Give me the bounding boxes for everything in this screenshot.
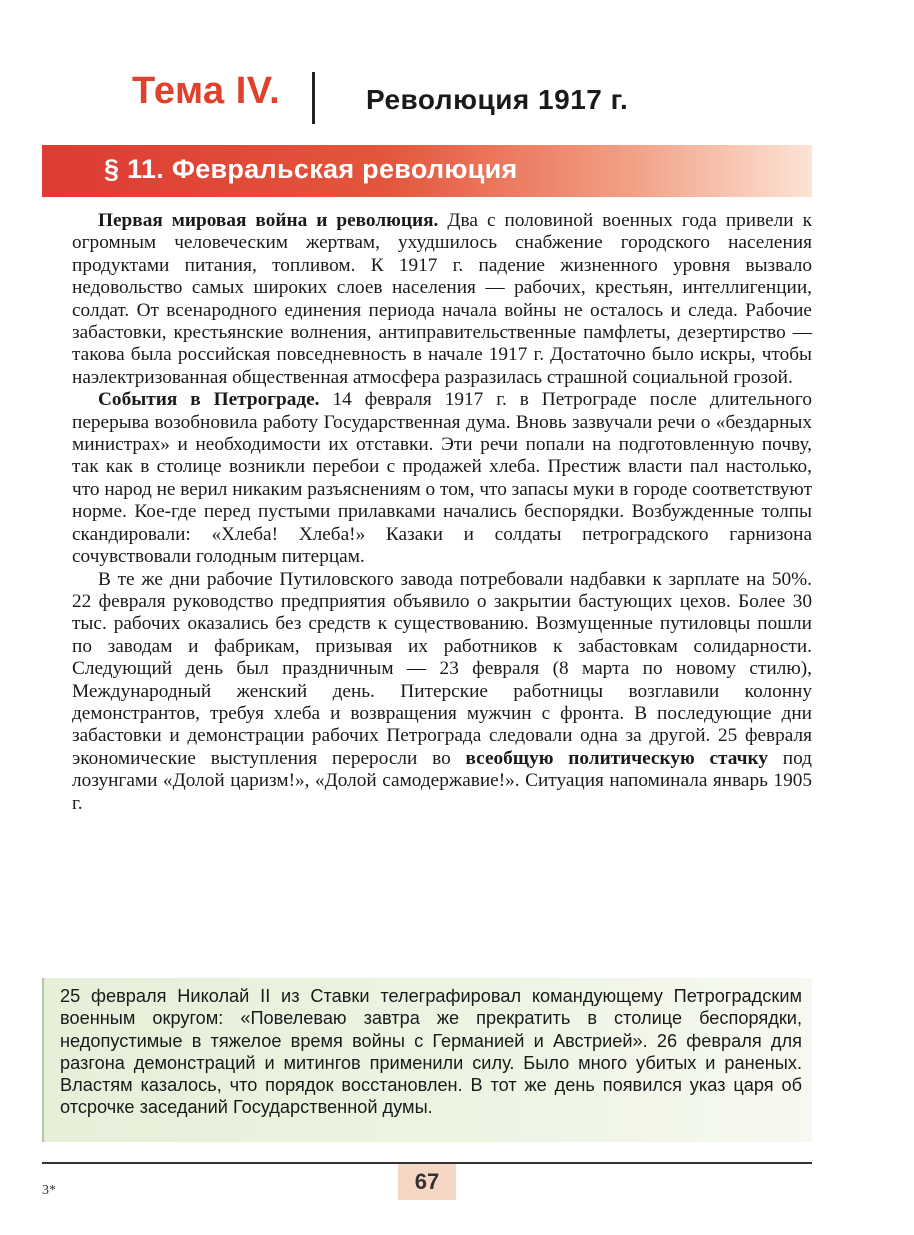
main-text — [72, 210, 812, 815]
paragraph-3-emphasis: всеобщую политическую стачку — [465, 747, 768, 769]
paragraph-1-heading: Первая мировая война и революция. — [98, 210, 439, 231]
paragraph-3-text-after: под лозунгами «Долой царизм!», «Долой самодержавие!». Ситуация напоминала январь 1905 г. — [72, 747, 812, 814]
paragraph-2-heading: События в Петрограде. — [98, 389, 320, 411]
paragraph-2 — [72, 389, 812, 568]
paragraph-1 — [72, 210, 812, 389]
page-number-box — [398, 1164, 456, 1200]
paragraph-3-text-before: В те же дни рабочие Путиловского завода потребовали надбавки к зарплате на 50%. 22 февраля руководство предприятия объявило о закрытии бастующих цехов. Более 30 тыс. рабочих оказались без средств к существованию. Возмущенные путиловцы пошли по заводам и фабрикам, призывая их работников к забастовкам солидарности. Следующий день был праздничным — 23 февраля (8 марта по новому стилю), Международный женский день. Питерские работницы возглавили колонну демонстрантов, требуя хлеба и возвращения мужчин с фронта. В последующие дни забастовки и демонстрации рабочих Петрограда следовали одна за другой. 25 февраля экономические выступления переросли во — [72, 568, 812, 769]
paragraph-2-text: 14 февраля 1917 г. в Петрограде после длительного перерыва возобновила работу Государственная дума. Вновь зазвучали речи о «бездарных министрах» и необходимости их отставки. Эти речи попали на подготовленную почву, так как в столице возникли перебои с продажей хлеба. Престиж власти пал настолько, что народ не верил никаким разъяснениям о том, что запасы муки в городе соответствуют норме. Кое-где перед пустыми прилавками начались беспорядки. Возбужденные толпы скандировали: «Хлеба! Хлеба!» Казаки и солдаты петроградского гарнизона сочувствовали голодным питерцам. — [72, 389, 812, 568]
paragraph-1-text: Два с половиной военных года привели к огромным человеческим жертвам, ухудшилось снабжение городского населения продуктами питания, топливом. К 1917 г. падение жизненного уровня вызвало недовольство самых широких слоев населения — рабочих, крестьян, интеллигенции, солдат. От всенародного единения периода начала войны не осталось и следа. Рабочие забастовки, крестьянские волнения, антиправительственные памфлеты, дезертирство — такова была российская повседневность в начале 1917 г. Достаточно было искры, чтобы наэлектризованная общественная атмосфера разразилась страшной социальной грозой. — [72, 210, 812, 388]
section-banner — [42, 145, 812, 197]
topic-title: Революция 1917 г. — [366, 84, 629, 115]
section-title: § 11. Февральская революция — [104, 154, 518, 184]
document-excerpt-box — [42, 978, 812, 1142]
document-excerpt-text: 25 февраля Николай II из Ставки телеграфировал командующему Петроградским военным округом: «Повелеваю завтра же прекратить в столице беспорядки, недопустимые в тяжелое время войны с Германией и Австрией». 26 февраля для разгона демонстраций и митингов применили силу. Было много убитых и раненых. Властям казалось, что порядок восстановлен. В тот же день появился указ царя об отсрочке заседаний Государственной думы. — [60, 986, 802, 1118]
topic-label: Тема IV. — [132, 70, 281, 112]
print-signature: 3* — [42, 1183, 56, 1198]
header-divider — [312, 72, 315, 124]
topic-header — [0, 70, 914, 126]
page-number: 67 — [414, 1169, 440, 1194]
paragraph-3 — [72, 569, 812, 815]
